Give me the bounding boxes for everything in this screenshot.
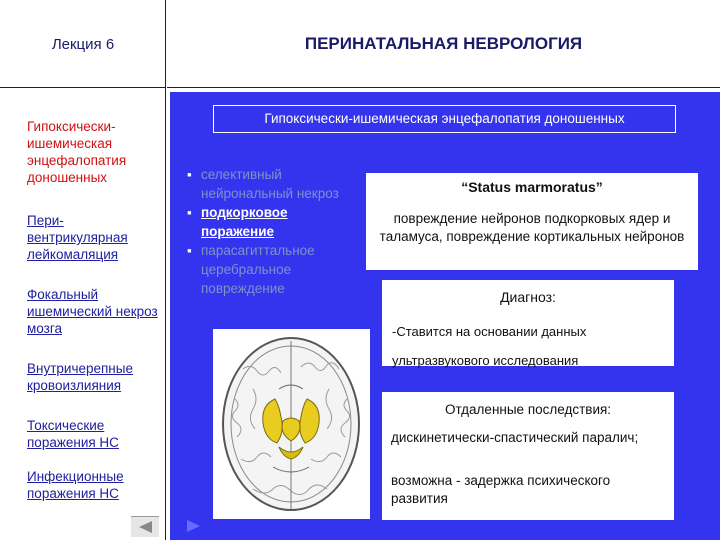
status-box-title: “Status marmoratus” [461, 179, 603, 195]
status-marmoratus-box [366, 173, 698, 270]
bullet-item-label: селективный нейрональный некроз [201, 167, 339, 201]
diagnosis-box-title: Диагноз: [500, 289, 556, 305]
bullet-item-subcortical-lesion [183, 203, 348, 241]
outcome-box-title: Отдаленные последствия: [444, 402, 612, 417]
sidebar-item-hypoxic-ischemic-encephalopathy[interactable]: Гипоксически-ишемическая энцефалопатия доношенных [27, 119, 127, 185]
sidebar [0, 88, 166, 540]
bullet-item-label: парасагиттальное церебральное повреждение [201, 243, 315, 296]
outcome-box-line2: возможна - задержка психического развития [391, 473, 611, 506]
triangle-left-icon [131, 517, 159, 537]
bullet-square-icon: ▪ [187, 205, 192, 220]
sidebar-item-intracranial-hemorrhage[interactable]: Внутричерепные кровоизлияния [27, 361, 133, 393]
bullet-list [183, 165, 348, 298]
bullet-square-icon: ▪ [187, 167, 192, 182]
sidebar-item-periventricular-leukomalacia[interactable]: Пери-вентрикулярная лейкомаляция [27, 213, 128, 262]
sidebar-item-focal-ischemic-necrosis[interactable]: Фокальный ишемический некроз мозга [27, 287, 158, 336]
bullet-item-label: подкорковое поражение [201, 205, 288, 239]
sidebar-item-toxic-lesions[interactable]: Токсические поражения НС [27, 418, 119, 450]
next-slide-button[interactable] [180, 516, 208, 536]
sidebar-item-infectious-lesions[interactable]: Инфекционные поражения НС [27, 469, 124, 501]
diagnosis-box-text: -Ставится на основании данных ультразвукового исследования [392, 324, 587, 368]
lecture-label: Лекция 6 [51, 36, 115, 53]
outcome-box-line1: дискинетически-спастический паралич; [391, 430, 639, 445]
outcome-box [382, 392, 674, 520]
diagnosis-box [382, 280, 674, 366]
section-subtitle: Гипоксически-ишемическая энцефалопатия доношенных [213, 105, 676, 133]
bullet-item-selective-necrosis [183, 165, 348, 203]
triangle-right-icon [180, 516, 208, 536]
status-box-text: повреждение нейронов подкорковых ядер и таламуса, повреждение кортикальных нейронов [379, 211, 685, 244]
page-title: ПЕРИНАТАЛЬНАЯ НЕВРОЛОГИЯ [304, 34, 583, 53]
bullet-square-icon: ▪ [187, 243, 192, 258]
prev-slide-button[interactable] [131, 516, 159, 537]
brain-section-image [213, 329, 370, 519]
bullet-item-parasagittal-injury [183, 241, 348, 298]
